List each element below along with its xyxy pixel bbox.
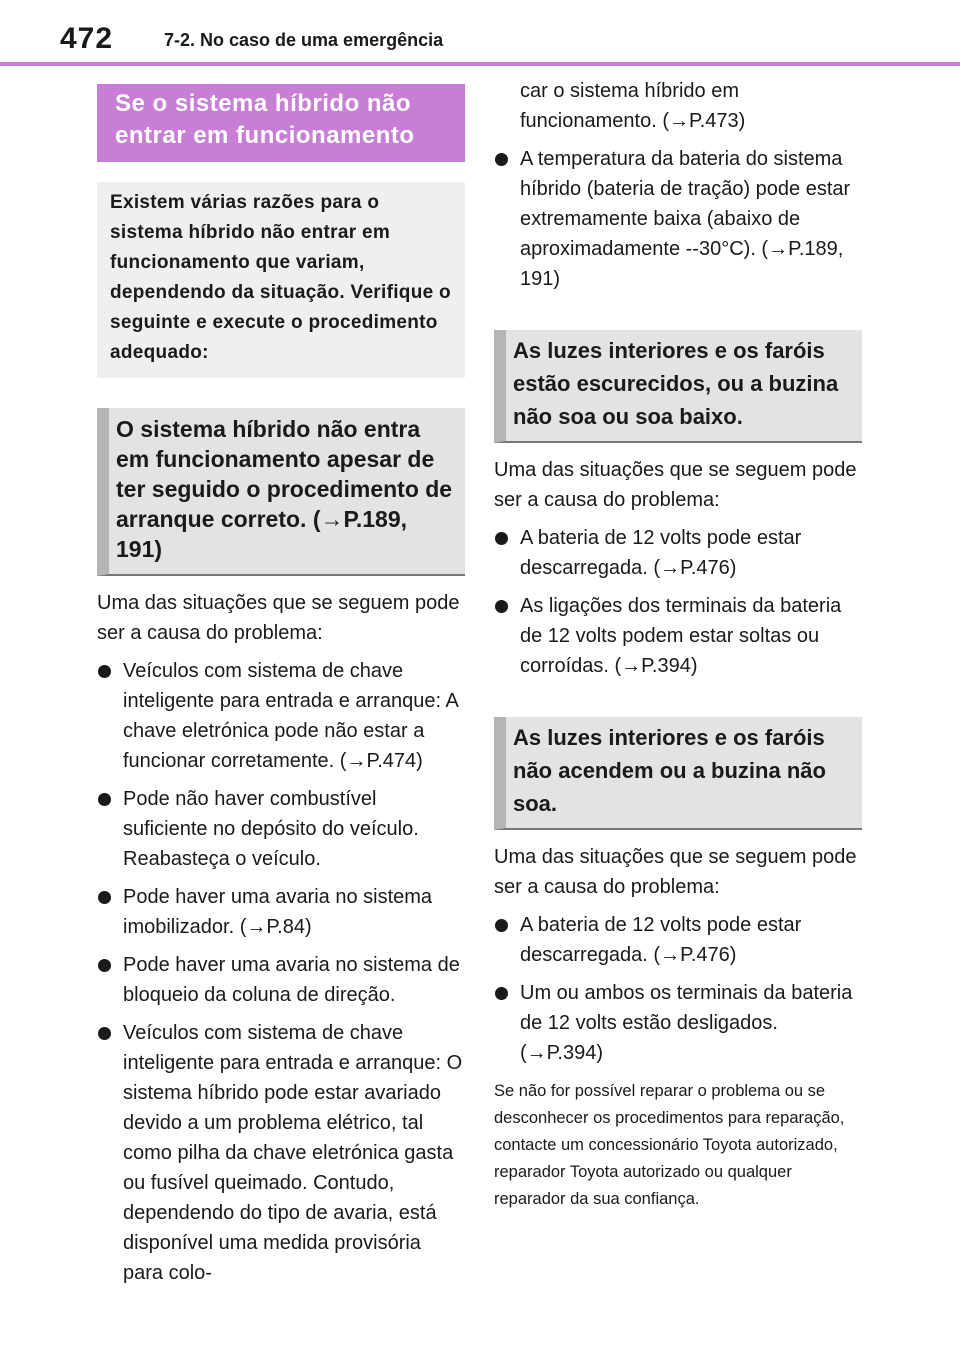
bullet-icon	[98, 665, 111, 678]
list-item: Veículos com sistema de chave inteligente para entrada e arranque: A chave eletrónica pode não estar a funcionar corretamente. (→P.474)	[97, 656, 465, 776]
list-item: Pode não haver combustível suficiente no depósito do veículo. Reabasteça o veículo.	[97, 784, 465, 874]
intro-box: Existem várias razões para o sistema híbrido não entrar em funcionamento que variam, dependendo da situação. Verifique o seguinte e execute o procedimento adequado:	[97, 182, 465, 378]
bullet-icon	[98, 891, 111, 904]
section-title: 7-2. No caso de uma emergência	[164, 30, 444, 50]
cause-list-continued	[494, 144, 862, 294]
lead-text: Uma das situações que se seguem pode ser a causa do problema:	[97, 592, 460, 644]
list-item: A bateria de 12 volts pode estar descarregada. (→P.476)	[494, 523, 862, 583]
list-item: Veículos com sistema de chave inteligente para entrada e arranque: O sistema híbrido pode estar avariado devido a um problema elétrico, tal como pilha da chave eletrónica gasta ou fusível queimado. Contudo, dependendo do tipo de avaria, está disponível uma medida provisória para colo-	[97, 1018, 465, 1288]
cause-list	[97, 656, 465, 1288]
bullet-icon	[98, 959, 111, 972]
list-item: Pode haver uma avaria no sistema imobilizador. (→P.84)	[97, 882, 465, 942]
list-item: As ligações dos terminais da bateria de 12 volts podem estar soltas ou corroídas. (→P.394)	[494, 591, 862, 681]
left-column	[97, 84, 465, 1288]
list-item: Um ou ambos os terminais da bateria de 12 volts estão desligados. (→P.394)	[494, 978, 862, 1068]
subsection-heading: O sistema híbrido não entra em funcionamento apesar de ter seguido o procedimento de arranque correto. (→P.189, 191)	[97, 408, 465, 576]
lead-text: Uma das situações que se seguem pode ser a causa do problema:	[494, 846, 857, 898]
bullet-icon	[495, 153, 508, 166]
footnote: Se não for possível reparar o problema ou se desconhecer os procedimentos para reparação, contacte um concessionário Toyota autorizado, reparador Toyota autorizado ou qualquer reparador da sua confiança.	[494, 1082, 845, 1208]
page-number: 472	[60, 22, 114, 55]
list-item: Pode haver uma avaria no sistema de bloqueio da coluna de direção.	[97, 950, 465, 1010]
subsection-heading-no-lights: As luzes interiores e os faróis não acendem ou a buzina não soa.	[494, 717, 862, 830]
continued-text: car o sistema híbrido em funcionamento. (→P.473)	[520, 80, 746, 132]
cause-list	[494, 523, 862, 681]
lead-text: Uma das situações que se seguem pode ser a causa do problema:	[494, 459, 857, 511]
bullet-icon	[98, 793, 111, 806]
right-column	[494, 76, 862, 1213]
bullet-icon	[495, 987, 508, 1000]
bullet-icon	[98, 1027, 111, 1040]
bullet-icon	[495, 600, 508, 613]
cause-list	[494, 910, 862, 1068]
bullet-icon	[495, 532, 508, 545]
subsection-heading-dim-lights: As luzes interiores e os faróis estão escurecidos, ou a buzina não soa ou soa baixo.	[494, 330, 862, 443]
bullet-icon	[495, 919, 508, 932]
list-item: A temperatura da bateria do sistema híbrido (bateria de tração) pode estar extremamente baixa (abaixo de aproximadamente --30°C). (→P.189, 191)	[494, 144, 862, 294]
header-divider	[0, 62, 960, 66]
list-item: A bateria de 12 volts pode estar descarregada. (→P.476)	[494, 910, 862, 970]
section-heading: Se o sistema híbrido não entrar em funcionamento	[97, 84, 465, 162]
